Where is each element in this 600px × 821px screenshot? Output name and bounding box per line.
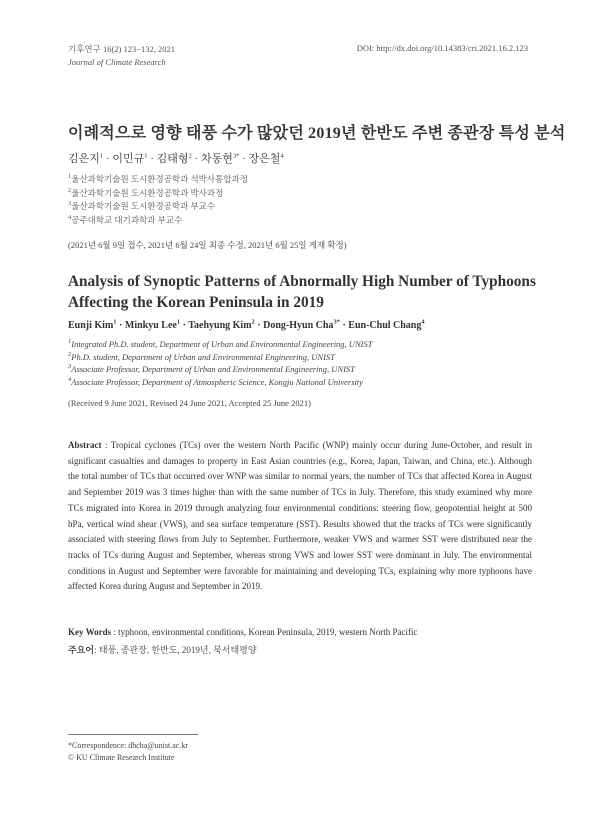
- korean-keywords-label: 주요어: [68, 645, 95, 655]
- author-name: Eunji Kim: [68, 320, 114, 331]
- korean-affiliations: [68, 173, 248, 227]
- footnotes: [68, 740, 188, 764]
- english-affiliations: [68, 338, 372, 388]
- keywords-label: Key Words: [68, 627, 112, 637]
- author-name: Taehyung Kim: [188, 320, 252, 331]
- author-name: Minkyu Lee: [124, 320, 177, 331]
- author-name: Eun-Chul Chang: [348, 320, 422, 331]
- journal-citation: 기후연구 16(2) 123−132, 2021: [68, 44, 176, 54]
- abstract: [68, 438, 532, 595]
- english-title: Analysis of Synoptic Patterns of Abnormally High Number of Typhoons Affecting the Korean Peninsula in 2019: [68, 273, 536, 311]
- english-authors: Eunji Kim$^1$ · Minkyu Lee$^1$ · Taehyung Kim$^2$ · Dong-Hyun Cha$^{3*}$ · Eun-Chul Chang$^4$: [68, 318, 425, 331]
- correspondence-email[interactable]: *Correspondence: dhcha@unist.ac.kr: [68, 741, 188, 750]
- copyright: © KU Climate Research Institute: [68, 753, 175, 762]
- journal-name: Journal of Climate Research: [68, 57, 166, 67]
- author-name: Dong-Hyun Cha: [263, 320, 334, 331]
- korean-received-dates: (2021년 6월 9일 접수, 2021년 6월 24일 최종 수정, 2021년 6월 25일 게재 확정): [68, 240, 347, 250]
- korean-keywords: 주요어: 태풍, 종관장, 한반도, 2019년, 북서태평양: [68, 645, 257, 655]
- doi-link[interactable]: DOI: http://dx.doi.org/10.14383/cri.2021.16.2.123: [356, 43, 528, 53]
- affiliation: $^1$Integrated Ph.D. student, Department of Urban and Environmental Engineering, UNIST: [68, 338, 373, 349]
- korean-authors: 김은지$^1$ · 이민규$^1$ · 김태형$^2$ · 차동현$^{3*}$ · 장은철$^4$: [68, 152, 284, 165]
- author-name: 장은철: [248, 153, 281, 165]
- author-name: 이민규: [112, 153, 145, 165]
- author-name: 김은지: [68, 153, 100, 165]
- author-name: 차동현: [200, 153, 233, 165]
- affiliation: $^2$울산과학기술원 도시환경공학과 박사과정: [68, 186, 224, 198]
- affiliation: $^2$Ph.D. student, Department of Urban and Environmental Engineering, UNIST: [68, 350, 335, 362]
- abstract-label: Abstract: [68, 440, 102, 450]
- journal-header: [68, 43, 175, 69]
- affiliation: $^1$울산과학기술원 도시환경공학과 석박사통합과정: [68, 173, 248, 184]
- affiliation: $^3$울산과학기술원 도시환경공학과 부교수: [68, 200, 216, 211]
- english-received-dates: (Received 9 June 2021, Revised 24 June 2021, Accepted 25 June 2021): [68, 398, 311, 408]
- korean-title: 이례적으로 영향 태풍 수가 많았던 2019년 한반도 주변 종관장 특성 분석: [68, 125, 566, 142]
- author-name: 김태형: [156, 153, 189, 165]
- affiliation: $^4$Associate Professor, Department of Atmospheric Science, Kongju National University: [68, 375, 364, 387]
- abstract-text: : Tropical cyclones (TCs) over the western North Pacific (WNP) mainly occur during June-October, and result in significant casualties and damages to property in East Asian countries (e.g., Korea, Japan, Taiwan, and China, etc.). Although the total number of TCs that occurred over WNP was similar to normal years, the number of TCs that affected Korea in August and September 2019 was 3 times higher than with the same number of TCs in July. Therefore, this study examined why more TCs migrated into Korea in 2019 through analyzing four environmental conditions: steering flow, geopotential height at 500 hPa, vertical wind shear (VWS), and sea surface temperature (SST). Results showed that the tracks of TCs were significantly associated with steering flows from July to September. Furthermore, weaker VWS and warmer SST were distributed near the tracks of TCs during August and September, whereas strong VWS and lower SST were dominant in July. The environmental conditions in August and September were favorable for maintaining and developing TCs, explaining why more typhoons have affected Korea during August and September in 2019.: [68, 440, 532, 592]
- affiliation: $^4$공주대학교 대기과학과 부교수: [68, 213, 183, 225]
- affiliation: $^3$Associate Professor, Department of Urban and Environmental Engineering, UNIST: [68, 363, 355, 374]
- english-keywords: Key Words : typhoon, environmental conditions, Korean Peninsula, 2019, western North Pacific: [68, 627, 418, 637]
- footnote-divider: [68, 734, 198, 735]
